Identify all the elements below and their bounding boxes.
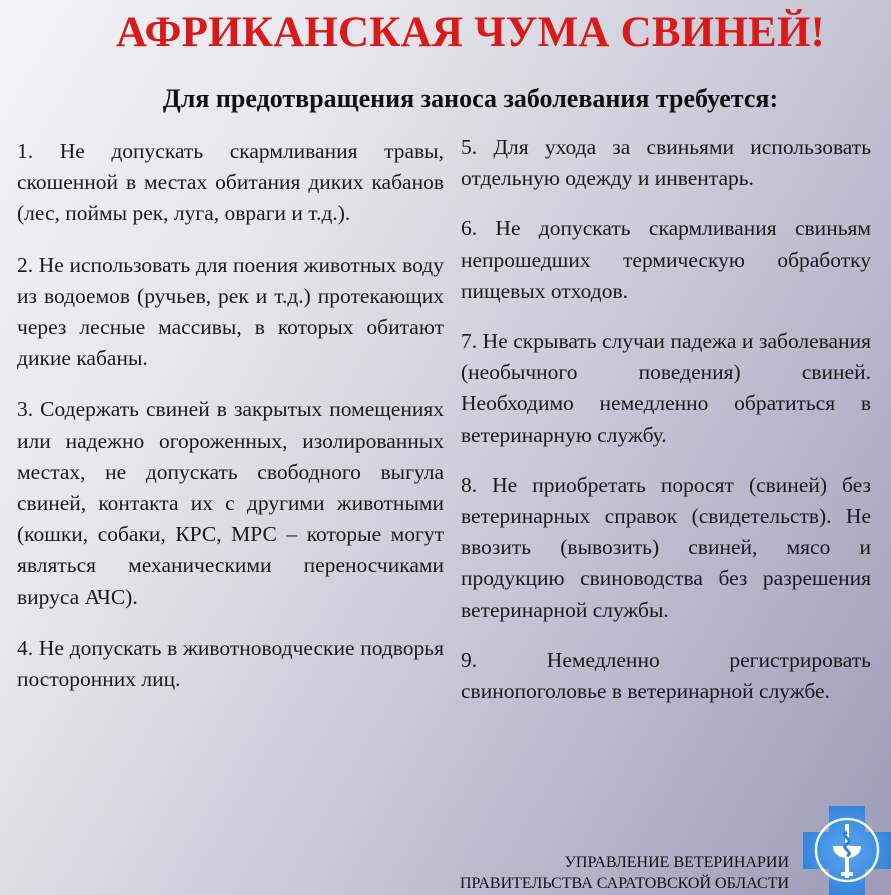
- list-item-7: 7. Не скрывать случаи падежа и заболевания (необычного поведения) свиней. Необходимо немедленно обратиться в ветеринарную службу.: [461, 329, 871, 447]
- page-subtitle: Для предотвращения заноса заболевания требуется:: [162, 84, 779, 113]
- list-item-5: 5. Для ухода за свиньями использовать отдельную одежду и инвентарь.: [461, 135, 871, 191]
- page-title: АФРИКАНСКАЯ ЧУМА СВИНЕЙ!: [115, 9, 826, 56]
- list-item-6: 6. Не допускать скармливания свиньям непрошедших термическую обработку пищевых отходов.: [461, 216, 871, 303]
- footer-line-2: ПРАВИТЕЛЬСТВА САРАТОВСКОЙ ОБЛАСТИ: [459, 875, 789, 892]
- veterinary-cross-icon: [803, 806, 891, 895]
- list-item-2: 2. Не использовать для поения животных воду из водоемов (ручьев, рек и т.д.) протекающих через лесные массивы, в которых обитают дикие кабаны.: [17, 252, 444, 371]
- list-item-8: 8. Не приобретать поросят (свиней) без ветеринарных справок (свидетельств). Не ввозить (вывозить) свиней, мясо и продукцию свиноводства без разрешения ветеринарной службы.: [461, 472, 871, 622]
- footer-line-1: УПРАВЛЕНИЕ ВЕТЕРИНАРИИ: [564, 854, 789, 871]
- list-item-3: 3. Содержать свиней в закрытых помещениях или надежно огороженных, изолированных местах, не допускать свободного выгула свиней, контакта их с другими животными (кошки, собаки, КРС, МРС – которые могут являться механическими переносчиками вируса АЧС).: [17, 397, 444, 609]
- list-item-4: 4. Не допускать в животноводческие подворья посторонних лиц.: [17, 635, 444, 692]
- list-item-1: 1. Не допускать скармливания травы, скошенной в местах обитания диких кабанов (лес, поймы рек, луга, овраги и т.д.).: [17, 139, 444, 226]
- right-column: [461, 132, 871, 726]
- left-column: [17, 136, 444, 715]
- footer-organization: [460, 852, 789, 894]
- list-item-9: 9. Немедленно регистрировать свинопоголовье в ветеринарной службе.: [461, 647, 871, 704]
